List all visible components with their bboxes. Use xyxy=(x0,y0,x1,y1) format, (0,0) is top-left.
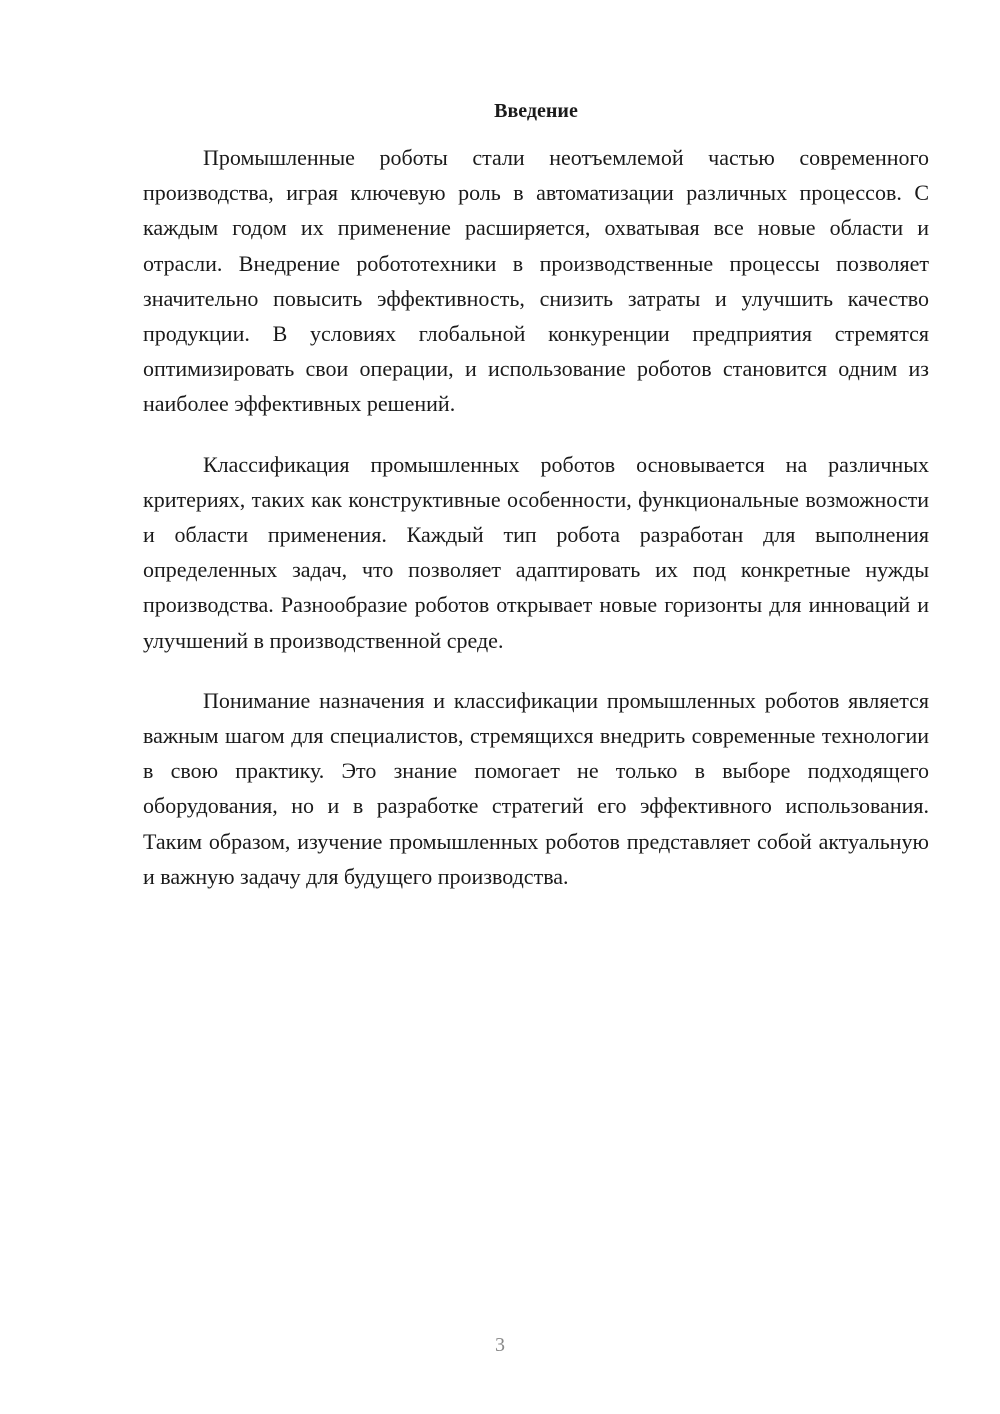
paragraph-understanding: Понимание назначения и классификации промышленных роботов является важным шагом для специалистов, стремящихся внедрить современные технологии в свою практику. Это знание помогает не только в выборе подходящего оборудования, но и в разработке стратегий его эффективного использования. Таким образом, изучение промышленных роботов представляет собой актуальную и важную задачу для будущего производства. xyxy=(143,687,929,889)
paragraph-intro: Промышленные роботы стали неотъемлемой частью современного производства, играя ключевую роль в автоматизации различных процессов. С каждым годом их применение расширяется, охватывая все новые области и отрасли. Внедрение робототехники в производственные процессы позволяет значительно повысить эффективность, снизить затраты и улучшить качество продукции. В условиях глобальной конкуренции предприятия стремятся оптимизировать свои операции, и использование роботов становится одним из наиболее эффективных решений. xyxy=(143,145,929,417)
paragraph-classification: Классификация промышленных роботов основывается на различных критериях, таких как конструктивные особенности, функциональные возможности и области применения. Каждый тип робота разработан для выполнения определенных задач, что позволяет адаптировать их под конкретные нужды производства. Разнообразие роботов открывает новые горизонты для инноваций и улучшений в производственной среде. xyxy=(143,451,929,653)
page-number: 3 xyxy=(495,1334,505,1356)
section-title: Введение xyxy=(494,100,578,122)
page-content xyxy=(143,96,929,919)
